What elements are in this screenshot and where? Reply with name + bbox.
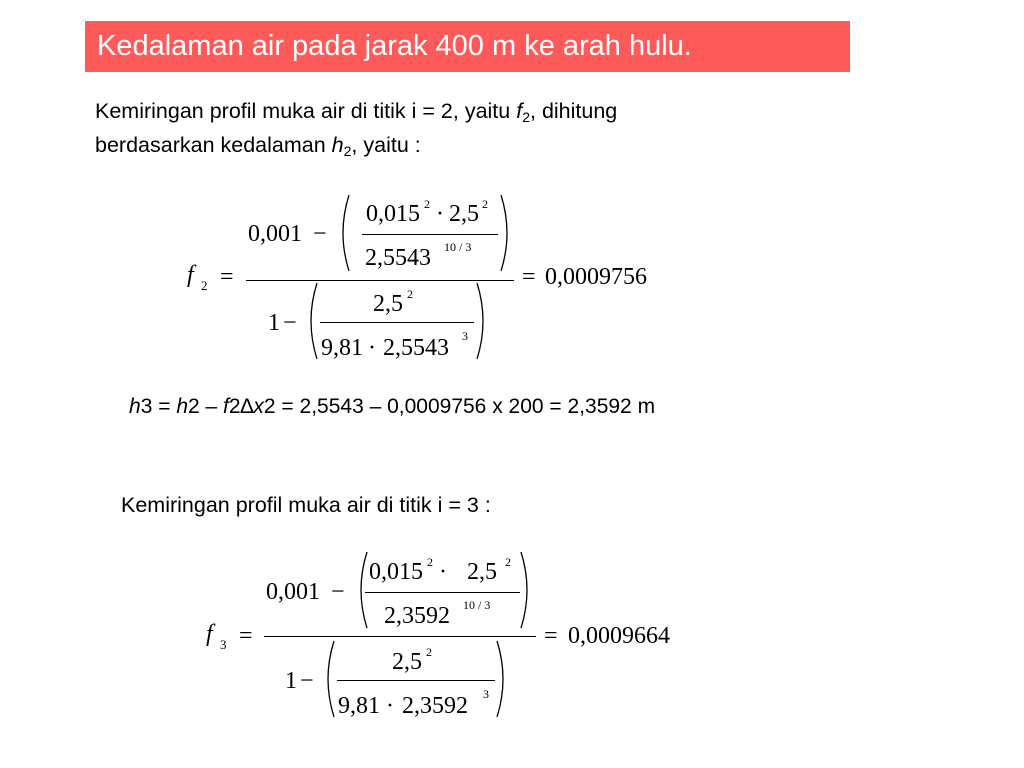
eq2-top-left-paren: [354, 551, 368, 629]
eq2-result-equals: =: [544, 623, 558, 649]
eq1-equals: =: [220, 264, 234, 290]
eq2-bottom-h-exp: 3: [483, 687, 489, 701]
eq1-top-term: 0,001: [248, 221, 302, 247]
eq2-lhs-var: f: [206, 621, 213, 647]
eq1-bottom-num-exp: 2: [407, 287, 413, 301]
slide-title-bar: [85, 21, 850, 72]
eq2-bottom-minus: −: [300, 668, 314, 694]
eq1-num-val: 2,5: [449, 201, 479, 227]
eq1-bottom-term: 1: [268, 310, 280, 336]
eq2-bottom-term: 1: [285, 668, 297, 694]
eq1-bottom-dot: ·: [368, 335, 376, 361]
eq2-denominator-val: 2,3592: [384, 603, 450, 629]
eq1-num-coef: 0,015: [366, 201, 420, 227]
intro-line-1: Kemiringan profil muka air di titik i = 2, yaitu $f_2$, dihitung: [95, 99, 618, 125]
eq2-top-term: 0,001: [266, 579, 320, 605]
eq2-bottom-dot: ·: [386, 693, 394, 719]
eq2-equals: =: [239, 623, 253, 649]
eq2-lhs-sub: 3: [220, 637, 227, 652]
eq1-num-coef-exp: 2: [424, 197, 430, 211]
eq2-num-coef: 0,015: [369, 559, 423, 585]
h3-calculation: h3 = h2 – f2∆x2 = 2,5543 – 0,0009756 x 200 = 2,3592 m: [129, 395, 656, 418]
eq2-num-coef-exp: 2: [427, 555, 433, 569]
eq1-main-fraction-bar: [246, 280, 514, 281]
eq1-num-val-exp: 2: [482, 197, 488, 211]
eq1-result: 0,0009756: [545, 264, 647, 290]
eq2-inner-fraction-bar: [365, 592, 520, 593]
eq1-bottom-g: 9,81: [321, 335, 363, 361]
eq2-main-fraction-bar: [264, 636, 536, 637]
eq2-bottom-right-paren: [496, 640, 510, 718]
eq1-denominator-val: 2,5543: [365, 245, 431, 271]
eq2-result: 0,0009664: [568, 623, 670, 649]
eq1-lhs-sub: 2: [201, 278, 208, 293]
eq2-top-minus: −: [331, 579, 345, 605]
eq1-inner-fraction-bar: [362, 234, 498, 235]
eq1-top-minus: −: [313, 221, 327, 247]
section-2-text: Kemiringan profil muka air di titik i = 3 :: [121, 493, 491, 517]
eq1-bottom-minus: −: [283, 310, 297, 336]
intro-line-2: berdasarkan kedalaman $h_2$, yaitu :: [95, 133, 421, 159]
eq2-num-val: 2,5: [467, 559, 497, 585]
eq1-bottom-h: 2,5543: [383, 335, 449, 361]
eq1-top-right-paren: [500, 194, 514, 272]
eq1-bottom-num: 2,5: [373, 291, 403, 317]
intro-paragraph: [95, 94, 617, 162]
eq2-bottom-num: 2,5: [392, 649, 422, 675]
eq1-top-left-paren: [336, 194, 350, 272]
eq1-num-dot: ·: [436, 201, 444, 227]
eq2-num-dot: ·: [439, 559, 447, 585]
eq2-bottom-left-paren: [321, 640, 335, 718]
eq2-top-right-paren: [520, 551, 534, 629]
eq1-bottom-h-exp: 3: [462, 329, 468, 343]
eq1-bottom-left-paren: [304, 282, 318, 360]
eq2-bottom-fraction-bar: [337, 680, 495, 681]
eq1-lhs-var: f: [187, 262, 194, 288]
eq1-bottom-right-paren: [476, 282, 490, 360]
eq1-bottom-fraction-bar: [320, 322, 474, 323]
eq1-result-equals: =: [522, 264, 536, 290]
slide-title: Kedalaman air pada jarak 400 m ke arah hulu.: [97, 30, 692, 62]
eq2-bottom-g: 9,81: [338, 693, 380, 719]
eq2-bottom-num-exp: 2: [426, 645, 432, 659]
eq1-denominator-exp: 10 / 3: [444, 240, 472, 254]
eq2-num-val-exp: 2: [505, 555, 511, 569]
eq2-denominator-exp: 10 / 3: [463, 598, 491, 612]
eq2-bottom-h: 2,3592: [402, 693, 468, 719]
